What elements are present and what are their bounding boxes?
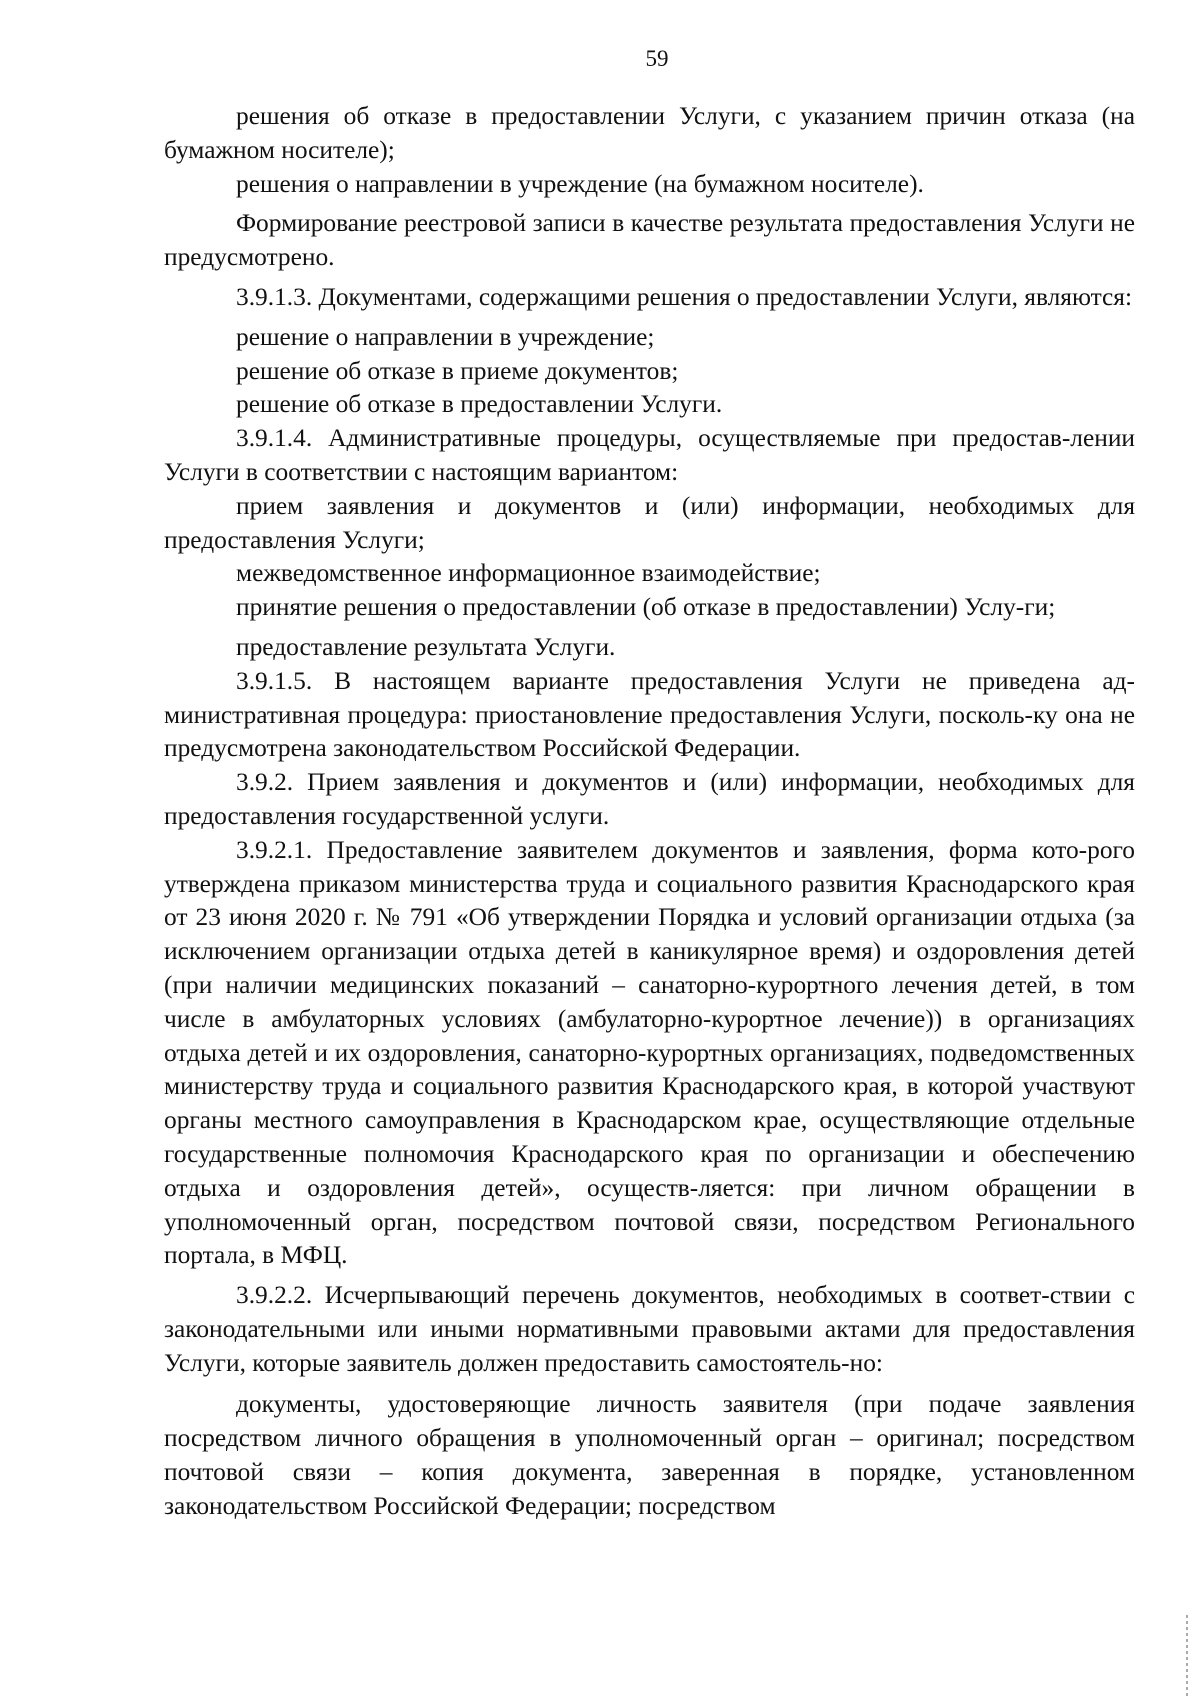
- paragraph: решение о направлении в учреждение;: [236, 322, 655, 351]
- paragraph: 3.9.1.3. Документами, содержащими решения о предоставлении Услуги, являются:: [236, 282, 1133, 311]
- paragraph: решения об отказе в предоставлении Услуги, с указанием причин отказа (на бумажном носителе);: [164, 102, 1135, 164]
- paragraph: межведомственное информационное взаимодействие;: [236, 559, 821, 588]
- paragraph: Формирование реестровой записи в качестве результата предоставления Услуги не предусмотрено.: [164, 209, 1135, 272]
- paragraph: 3.9.2.1. Предоставление заявителем документов и заявления, форма кото-рого утверждена приказом министерства труда и социального развития Краснодарского края от 23 июня 2020 г. № 791 «Об утверждении Порядка и условий организации отдыха (за исключением организации отдыха детей в каникулярное время) и оздоровления детей (при наличии медицинских показаний – санаторно-курортного лечения детей, в том числе в амбулаторных условиях (амбулаторно-курортное лечение)) в организациях отдыха детей и их оздоровления, санаторно-курортных организациях, подведомственных министерству труда и социального развития Краснодарского края, в которой участвуют органы местного самоуправления в Краснодарском крае, осуществляющие отдельные государственные полномочия Краснодарского края по организации и обеспечению отдыха и оздоровления детей», осуществ-ляется: при личном обращении в уполномоченный орган, посредством почтовой связи, посредством Регионального портала, в МФЦ.: [164, 835, 1135, 1270]
- paragraph: 3.9.1.5. В настоящем варианте предоставления Услуги не приведена ад-министративная процедура: приостановление предоставления Услуги, посколь-ку она не предусмотрена законодательством Российской Федерации.: [164, 666, 1135, 763]
- paragraph: документы, удостоверяющие личность заявителя (при подаче заявления посредством личного обращения в уполномоченный орган – оригинал; посредством почтовой связи – копия документа, заверенная в порядке, установленном законодательством Российской Федерации; посредством: [164, 1390, 1135, 1520]
- paragraph: прием заявления и документов и (или) информации, необходимых для предоставления Услуги;: [164, 491, 1135, 554]
- paragraph: решения о направлении в учреждение (на бумажном носителе).: [236, 169, 924, 198]
- scan-edge-mark: [1186, 1615, 1188, 1697]
- paragraph: принятие решения о предоставлении (об отказе в предоставлении) Услу-ги;: [236, 593, 1056, 622]
- paragraph: 3.9.2. Прием заявления и документов и (или) информации, необходимых для предоставления государственной услуги.: [164, 768, 1135, 830]
- page-number: 59: [645, 46, 669, 71]
- paragraph: решение об отказе в приеме документов;: [236, 356, 679, 385]
- document-body: [164, 100, 1135, 1524]
- paragraph: решение об отказе в предоставлении Услуги.: [236, 390, 723, 419]
- paragraph: предоставление результата Услуги.: [236, 632, 616, 661]
- paragraph: 3.9.1.4. Административные процедуры, осуществляемые при предостав-лении Услуги в соответствии с настоящим вариантом:: [164, 424, 1135, 486]
- paragraph: 3.9.2.2. Исчерпывающий перечень документов, необходимых в соответ-ствии с законодательными или иными нормативными правовыми актами для предоставления Услуги, которые заявитель должен предоставить самостоятель-но:: [164, 1281, 1135, 1377]
